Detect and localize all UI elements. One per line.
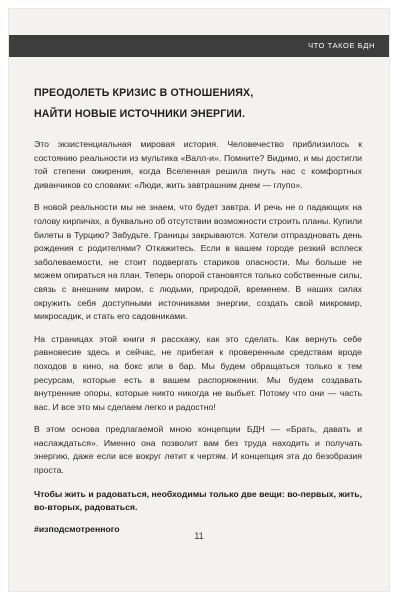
section-heading-line-2: НАЙТИ НОВЫЕ ИСТОЧНИКИ ЭНЕРГИИ. bbox=[34, 108, 246, 120]
section-heading bbox=[34, 83, 362, 125]
running-header-bar bbox=[9, 35, 389, 57]
running-header-title: ЧТО ТАКОЕ БДН bbox=[308, 41, 375, 50]
closing-bold-statement: Чтобы жить и радоваться, необходимы только две вещи: во-первых, жить, во-вторых, радоваться. bbox=[34, 488, 362, 513]
body-paragraph-3: На страницах этой книги я расскажу, как это сделать. Как вернуть себе равновесие здесь и сейчас, не прибегая к проверенным средствам вроде походов в кино, на бокс или в бар. Мы будем обращаться только к тем ресурсам, которые есть в вашем распоряжении. Мы будем создавать внутренние опоры, которые никто никогда не выбьет. Потому что они — часть вас. И все это мы сделаем легко и радостно! bbox=[34, 333, 362, 412]
section-heading-line-1: ПРЕОДОЛЕТЬ КРИЗИС В ОТНОШЕНИЯХ, bbox=[34, 87, 254, 99]
body-paragraph-4: В этом основа предлагаемой мною концепции БДН — «Брать, давать и наслаждаться». Именно она позволит вам без труда находить и получать энергию, даже если все вокруг летит к чертям. И концепция эта до безобразия проста. bbox=[34, 424, 362, 476]
page-content bbox=[34, 83, 362, 536]
hashtag: #изподсмотренного bbox=[34, 523, 120, 534]
book-page bbox=[9, 9, 389, 591]
body-paragraph-1: Это экзистенциальная мировая история. Человечество приблизилось к состоянию реальности из мультика «Валл-и». Помните? Видимо, и мы достигли той степени ожирения, когда Вселенная решила пнуть нас с комфортных диванчиков со словами: «Люди, жить завтрашним днем — глупо». bbox=[34, 139, 362, 190]
page-number: 11 bbox=[194, 531, 204, 541]
body-paragraph-2: В новой реальности мы не знаем, что будет завтра. И речь не о падающих на голову кирпичах, а буквально об отсутствии возможности строить планы. Купили билеты в Турцию? Забудьте. Границы закрываются. Хотели отпраздновать день рождения с родителями? Откажитесь. Если в вашем городе резкий всплеск заболеваемости, не стоит подвергать стариков опасности. Мы больше не можем опираться на план. Теперь опорой становятся только собственные силы, связь с внешним миром, с людьми, природой, временем. В наших силах окружить себя доступными источниками энергии, создать свой микромир, микросадик, и стать его садовниками. bbox=[34, 202, 362, 322]
